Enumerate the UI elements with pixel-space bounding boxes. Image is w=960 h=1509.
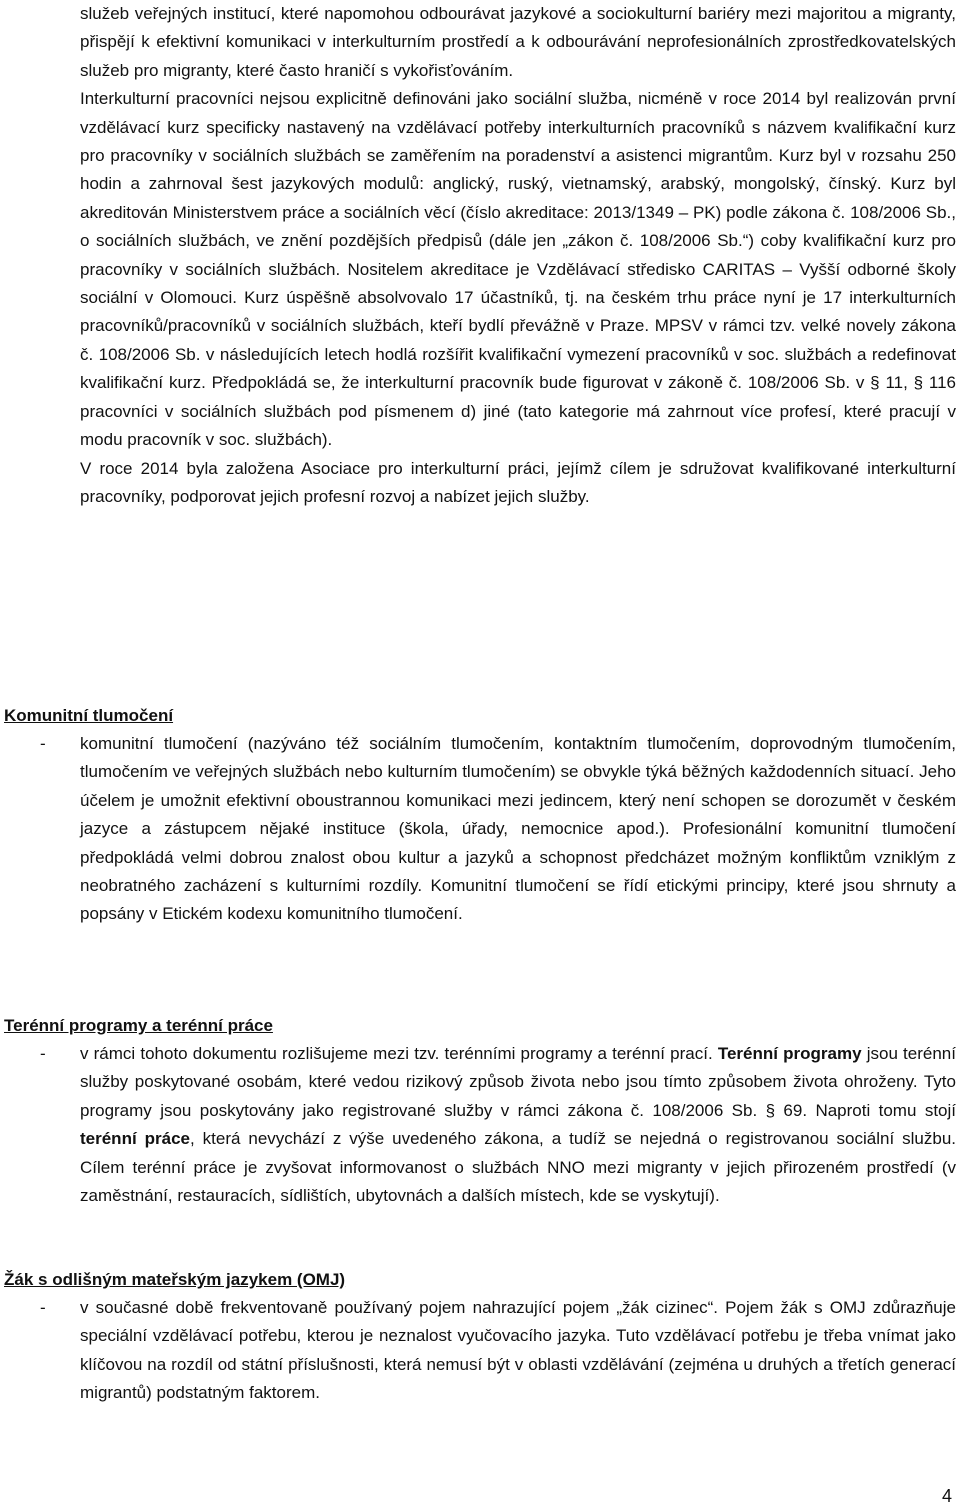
list-item-terenni-programy	[4, 1040, 956, 1210]
list-dash: -	[40, 734, 46, 753]
list-dash: -	[40, 1044, 46, 1063]
intro-paragraph-1: Interkulturní pracovníci nejsou explicitně definováni jako sociální služba, nicméně v roce 2014 byl realizován první vzdělávací kurz specificky nastavený na vzdělávací potřeby interkulturních pracovníků s názvem kvalifikační kurz pro pracovníky v sociálních službách se zaměřením na poradenství a asistenci migrantům. Kurz byl v rozsahu 250 hodin a zahrnoval šest jazykových modulů: anglický, ruský, vietnamský, arabský, mongolský, čínský. Kurz byl akreditován Ministerstvem práce a sociálních věcí (číslo akreditace: 2013/1349 – PK) podle zákona č. 108/2006 Sb., o sociálních službách, ve znění pozdějších předpisů (dále jen „zákon č. 108/2006 Sb.“) coby kvalifikační kurz pro pracovníky v sociálních službách. Nositelem akreditace je Vzdělávací středisko CARITAS – Vyšší odborné školy sociální v Olomouci. Kurz úspěšně absolvovalo 17 účastníků, tj. na českém trhu práce nyní je 17 interkulturních pracovníků/pracovníků v sociálních službách, kteří bydlí převážně v Praze. MPSV v rámci tzv. velké novely zákona č. 108/2006 Sb. v následujících letech hodlá rozšířit kvalifikační vymezení pracovníků v soc. službách a redefinovat kvalifikační kurz. Předpokládá se, že interkulturní pracovník bude figurovat v zákoně č. 108/2006 Sb. v § 11, § 116 pracovníci v sociálních službách pod písmenem d) jiné (tato kategorie má zahrnout více profesí, které pracují v modu pracovník v soc. službách).	[80, 89, 956, 450]
text-run: v rámci tohoto dokumentu rozlišujeme mezi tzv. terénními programy a terénní prací.	[80, 1044, 713, 1063]
list-item-text: komunitní tlumočení (nazýváno též sociálním tlumočením, kontaktním tlumočením, doprovodným tlumočením, tlumočením ve veřejných službách nebo kulturním tlumočením) se obvykle týká běžných každodenních situací. Jeho účelem je umožnit efektivní oboustrannou komunikaci mezi jedincem, který není schopen se dorozumět v českém jazyce a zástupcem nějaké instituce (škola, úřady, nemocnice apod.). Profesionální komunitní tlumočení předpokládá velmi dobrou znalost obou kultur a jazyků a schopnost předcházet možným konfliktům vzniklým z neobratného zacházení s kulturními rozdíly. Komunitní tlumočení se řídí etickými principy, které jsou shrnuty a popsány v Etickém kodexu komunitního tlumočení.	[80, 734, 956, 924]
bold-term-terenni-programy: Terénní programy	[717, 1044, 862, 1063]
list-item-komunitni-tlumoceni	[4, 730, 956, 929]
list-item-text: v současné době frekventovaně používaný pojem nahrazující pojem „žák cizinec“. Pojem žák s OMJ zdůrazňuje speciální vzdělávací potřebu, kterou je neznalost vyučovacího jazyka. Tuto vzdělávací potřebu je třeba vnímat jako klíčovou na rozdíl od státní příslušnosti, která nemusí být v oblasti vzdělávání (zejména u druhých a třetích generací migrantů) podstatným faktorem.	[80, 1298, 956, 1403]
intro-block	[80, 0, 956, 511]
section-heading-terenni-programy: Terénní programy a terénní práce	[4, 1016, 273, 1035]
intro-paragraph-2: V roce 2014 byla založena Asociace pro interkulturní práci, jejímž cílem je sdružovat kvalifikované interkulturní pracovníky, podporovat jejich profesní rozvoj a nabízet jejich služby.	[80, 458, 956, 506]
section-heading-zak-omj: Žák s odlišným mateřským jazykem (OMJ)	[4, 1270, 346, 1289]
text-run: , která nevychází z výše uvedeného zákona, a tudíž se nejedná o registrovanou sociální službu. Cílem terénní práce je zvyšovat informovanost o službách NNO mezi migranty v jejich přirozeném prostředí (v zaměstnání, restauracích, sídlištích, ubytovnách a dalších místech, kde se vyskytují).	[80, 1129, 956, 1206]
bold-term-terenni-prace: terénní práce	[80, 1129, 190, 1149]
list-item-text	[80, 1040, 956, 1210]
list-dash: -	[40, 1298, 46, 1317]
list-item-zak-omj	[4, 1294, 956, 1408]
text-run: jsou terénní služby poskytované osobám, které vedou rizikový způsob života nebo jsou tímto způsobem života ohroženy. Tyto programy jsou poskytovány jako registrované služby v rámci zákona č. 108/2006 Sb. § 69. Naproti tomu stojí	[80, 1044, 956, 1120]
intro-continuation: služeb veřejných institucí, které napomohou odbourávat jazykové a sociokulturní bariéry mezi majoritou a migranty, přispějí k efektivní komunikaci v interkulturním prostředí a k odbourávání neprofesionálních zprostředkovatelských služeb pro migranty, které často hraničí s vykořisťováním.	[80, 4, 956, 80]
section-heading-komunitni-tlumoceni: Komunitní tlumočení	[4, 706, 174, 725]
page-number: 4	[941, 1486, 952, 1506]
